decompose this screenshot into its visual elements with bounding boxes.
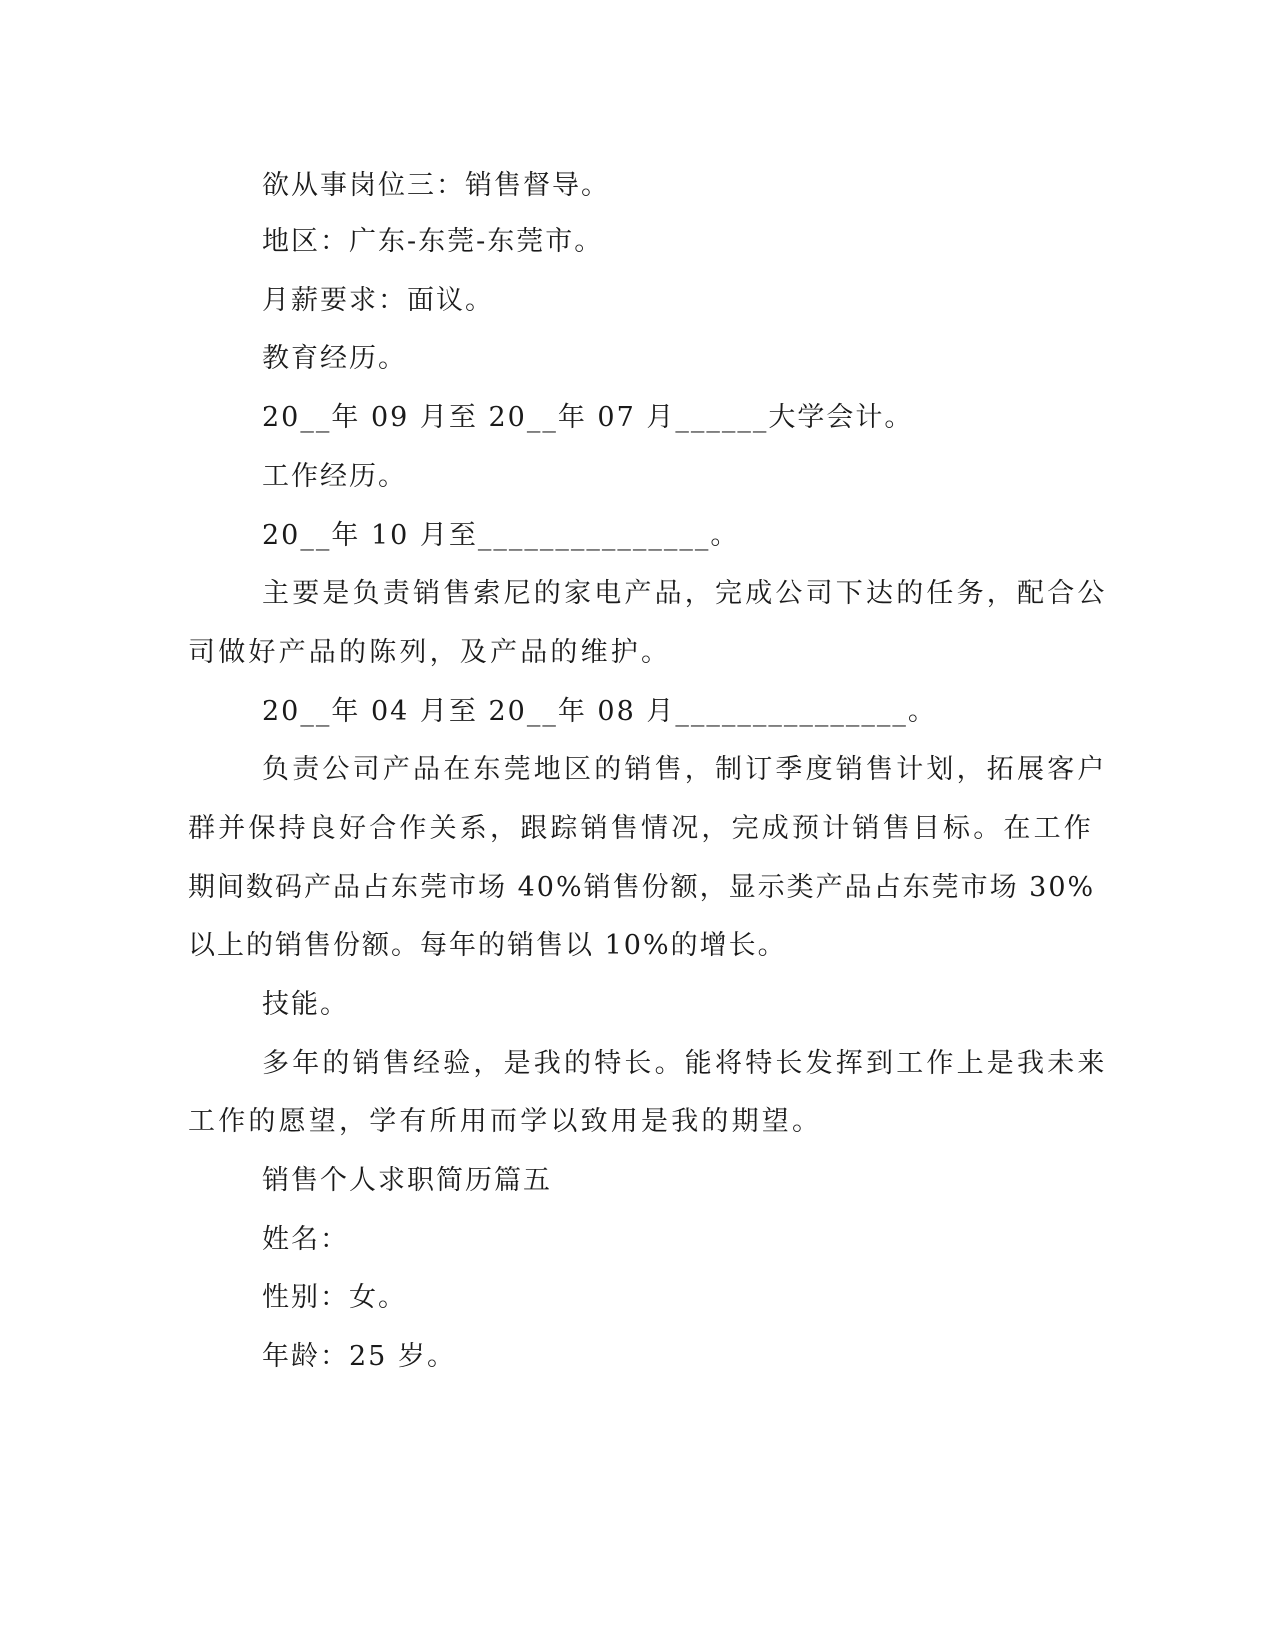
section-title: 销售个人求职简历篇五 [262,1165,552,1196]
work-entry-1-desc-line-1: 主要是负责销售索尼的家电产品，完成公司下达的任务，配合公 [262,578,1108,609]
work-entry-1-date: 20__年 10 月至_______________。 [262,520,740,551]
name-line: 姓名： [262,1224,349,1255]
education-entry: 20__年 09 月至 20__年 07 月______大学会计。 [262,402,914,433]
work-heading: 工作经历。 [262,461,407,492]
salary-line: 月薪要求：面议。 [262,285,494,316]
skills-desc-line-2: 工作的愿望，学有所用而学以致用是我的期望。 [188,1106,823,1137]
work-entry-2-desc-line-1: 负责公司产品在东莞地区的销售，制订季度销售计划，拓展客户 [262,754,1108,785]
work-entry-2-desc-line-4: 以上的销售份额。每年的销售以 10%的增长。 [188,930,787,961]
age-line: 年龄：25 岁。 [262,1341,456,1372]
gender-line: 性别：女。 [262,1282,407,1313]
work-entry-1-desc-line-2: 司做好产品的陈列，及产品的维护。 [188,637,672,668]
work-entry-2-desc-line-2: 群并保持良好合作关系，跟踪销售情况，完成预计销售目标。在工作 [188,813,1094,844]
region-line: 地区：广东-东莞-东莞市。 [262,226,604,257]
work-entry-2-desc-line-3: 期间数码产品占东莞市场 40%销售份额，显示类产品占东莞市场 30% [188,872,1096,903]
education-heading: 教育经历。 [262,343,407,374]
skills-desc-line-1: 多年的销售经验，是我的特长。能将特长发挥到工作上是我未来 [262,1048,1108,1079]
desired-position-line: 欲从事岗位三：销售督导。 [262,170,610,201]
skills-heading: 技能。 [262,989,349,1020]
work-entry-2-date: 20__年 04 月至 20__年 08 月_______________。 [262,696,937,727]
